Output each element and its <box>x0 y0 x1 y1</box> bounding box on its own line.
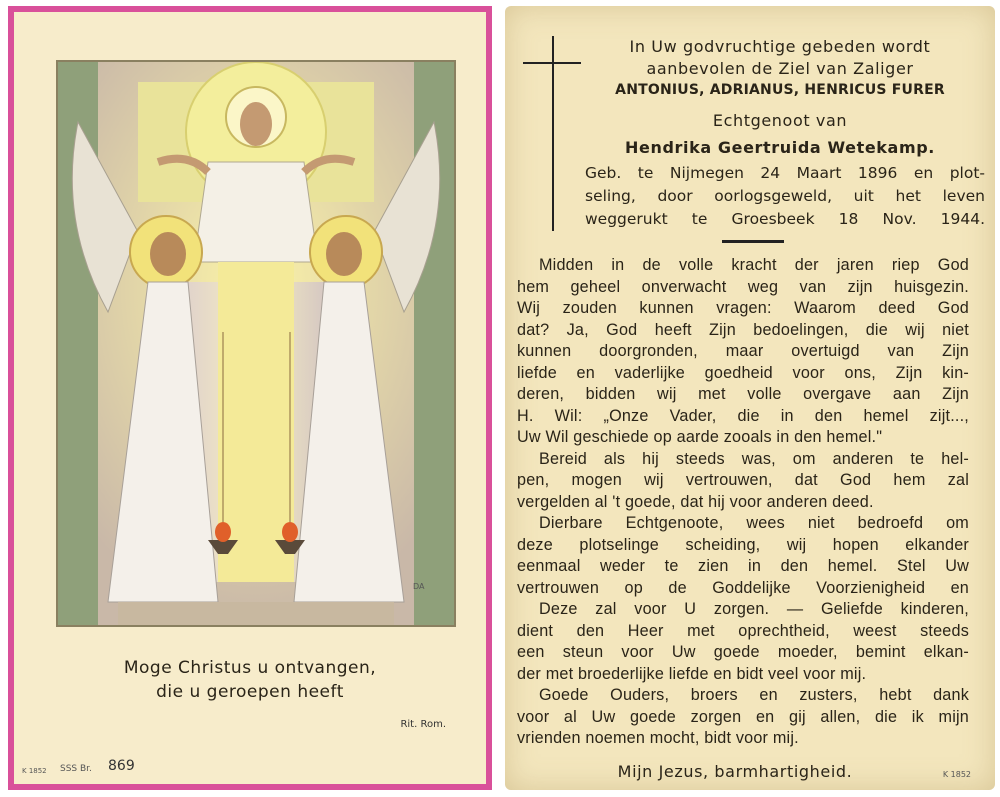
card-number: 869 <box>108 758 135 774</box>
body-line: vrienden noemen mocht, bidt voor mij. <box>517 729 799 747</box>
caption-line-1: Moge Christus u ontvangen, <box>123 658 377 678</box>
body-line: Uw Wil geschiede op aarde zooals in den hemel." <box>517 428 883 446</box>
body-line: liefde en vaderlijke goedheid voor ons, Zijn kin- <box>517 363 969 382</box>
body-line: Dierbare Echtgenoote, wees niet bedroefd om <box>539 514 969 532</box>
caption-line-2: die u geroepen heeft <box>156 682 344 702</box>
body-line: vergelden al 't goede, dat hij voor anderen deed. <box>517 492 874 511</box>
body-line: hem geheel onverwacht weg van zijn huisgezin. <box>517 277 969 296</box>
card-back <box>505 6 995 790</box>
body-line: vertrouwen op de Goddelijke Voorzienigheid en <box>517 578 969 597</box>
body-line: deren, bidden wij met volle overgave aan Zijn <box>517 385 969 403</box>
body-line: der met broederlijke liefde en bidt veel voor mij. <box>517 664 867 683</box>
print-code: K 1852 <box>22 767 47 775</box>
body-line: voor al Uw goede zorgen en gij allen, die ik mijn <box>517 707 969 726</box>
body-line: Midden in de volle kracht der jaren riep God <box>539 256 969 274</box>
body-line: H. Wil: „Onze Vader, die in den hemel zijt..., <box>517 406 969 425</box>
body-line: Goede Ouders, broers en zusters, hebt dank <box>539 686 969 704</box>
series-label: SSS Br. <box>60 764 92 774</box>
body-line: dat? Ja, God heeft Zijn bedoelingen, die wij niet <box>517 320 969 339</box>
header-line-4: Echtgenoot van <box>712 111 848 130</box>
birth-line-3: weggerukt te Groesbeek 18 Nov. 1944. <box>585 210 985 228</box>
header-line-1: In Uw godvruchtige gebeden wordt <box>629 37 931 56</box>
body-line: Deze zal voor U zorgen. — Geliefde kinderen, <box>539 600 969 618</box>
body-line: een steun voor Uw goede moeder, bemint elkan- <box>517 643 969 661</box>
body-line: dient den Heer met oprechtheid, weest steeds <box>517 621 969 640</box>
body-line: kunnen doorgronden, maar overtuigd van Zijn <box>517 342 969 360</box>
birth-line-2: seling, door oorlogsgeweld, uit het leven <box>585 187 985 205</box>
body-line: pen, mogen wij vertrouwen, dat God hem zal <box>517 471 969 489</box>
birth-line-1: Geb. te Nijmegen 24 Maart 1896 en plot- <box>585 164 985 182</box>
header-line-2: aanbevolen de Ziel van Zaliger <box>646 59 914 78</box>
closing-prayer: Mijn Jezus, barmhartigheid. <box>617 762 853 781</box>
spouse-name: Hendrika Geertruida Wetekamp. <box>625 138 935 157</box>
devotional-illustration <box>56 60 456 627</box>
artist-mark: DA <box>413 582 425 591</box>
body-line: deze plotselinge scheiding, wij hopen elkander <box>517 535 969 554</box>
divider <box>722 240 784 243</box>
cross-icon <box>552 36 554 231</box>
deceased-name: ANTONIUS, ADRIANUS, HENRICUS FURER <box>615 82 945 98</box>
cross-icon-bar <box>523 62 581 64</box>
body-line: Bereid als hij steeds was, om anderen te hel- <box>539 449 969 468</box>
body-line: eenmaal weder te zien in den hemel. Stel Uw <box>517 557 969 575</box>
body-line: Wij zouden kunnen vragen: Waarom deed God <box>517 299 969 317</box>
card-front <box>8 6 492 790</box>
print-code-back: K 1852 <box>942 770 971 779</box>
attribution: Rit. Rom. <box>400 719 446 730</box>
